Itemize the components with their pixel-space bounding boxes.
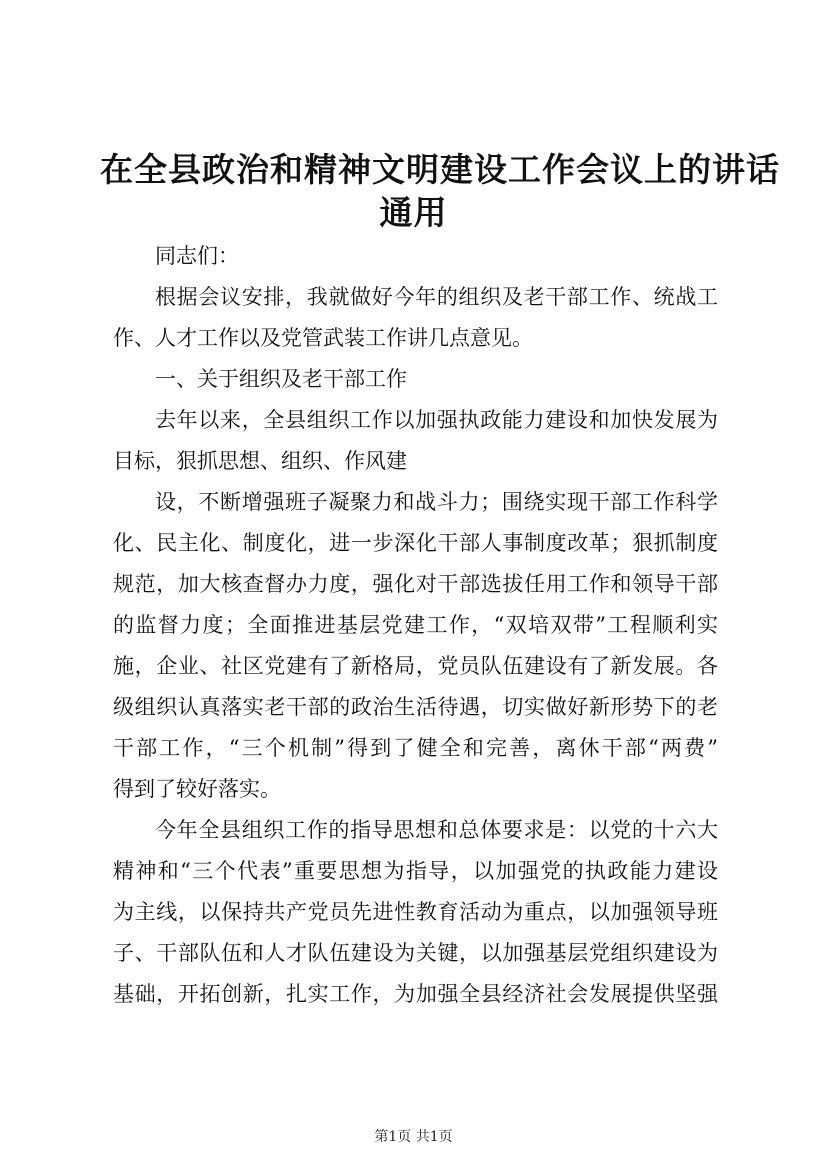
page-footer: 第1页 共1页 [374,1129,453,1145]
paragraph-intro [113,277,718,359]
paragraph-salutation [113,236,718,277]
text-line: 得到了较好落实。 [113,777,281,801]
text-line: 基础，开拓创新，扎实工作，为加强全县经济社会发展提供坚强 [113,982,718,1006]
text-line: 化、民主化、制度化，进一步深化干部人事制度改革；狠抓制度 [113,531,718,555]
text-line: 作、人才工作以及党管武装工作讲几点意见。 [113,326,533,350]
text-line: 干部工作，“三个机制”得到了健全和完善，离休干部“两费” [113,736,718,760]
document-title-line-2: 通用 [379,193,448,232]
text-line: 为主线，以保持共产党员先进性教育活动为重点，以加强领导班 [113,900,718,924]
text-line: 精神和“三个代表”重要思想为指导，以加强党的执政能力建设 [113,859,718,883]
text-line: 根据会议安排，我就做好今年的组织及老干部工作、统战工 [155,285,718,309]
text-line: 今年全县组织工作的指导思想和总体要求是：以党的十六大 [155,818,718,842]
paragraph-guiding-thought [113,810,718,1015]
text-line: 设，不断增强班子凝聚力和战斗力；围绕实现干部工作科学 [155,490,718,514]
text-line: 子、干部队伍和人才队伍建设为关键，以加强基层党组织建设为 [113,941,718,965]
text-line: 级组织认真落实老干部的政治生活待遇，切实做好新形势下的老 [113,695,718,719]
paragraph-review-start [113,400,718,482]
text-line: 施，企业、社区党建有了新格局，党员队伍建设有了新发展。各 [113,654,718,678]
text-line: 的监督力度；全面推进基层党建工作，“双培双带”工程顺利实 [113,613,718,637]
text-line: 同志们： [155,244,239,268]
document-title-line-1: 在全县政治和精神文明建设工作会议上的讲话 [100,150,780,189]
text-line: 目标，狠抓思想、组织、作风建 [113,449,407,473]
section-heading [113,359,718,400]
text-line: 规范，加大核查督办力度，强化对干部选拔任用工作和领导干部 [113,572,718,596]
text-line: 去年以来，全县组织工作以加强执政能力建设和加快发展为 [155,408,718,432]
text-line: 一、关于组织及老干部工作 [155,367,407,391]
document-body [113,236,718,1015]
paragraph-review-continued [113,482,718,810]
